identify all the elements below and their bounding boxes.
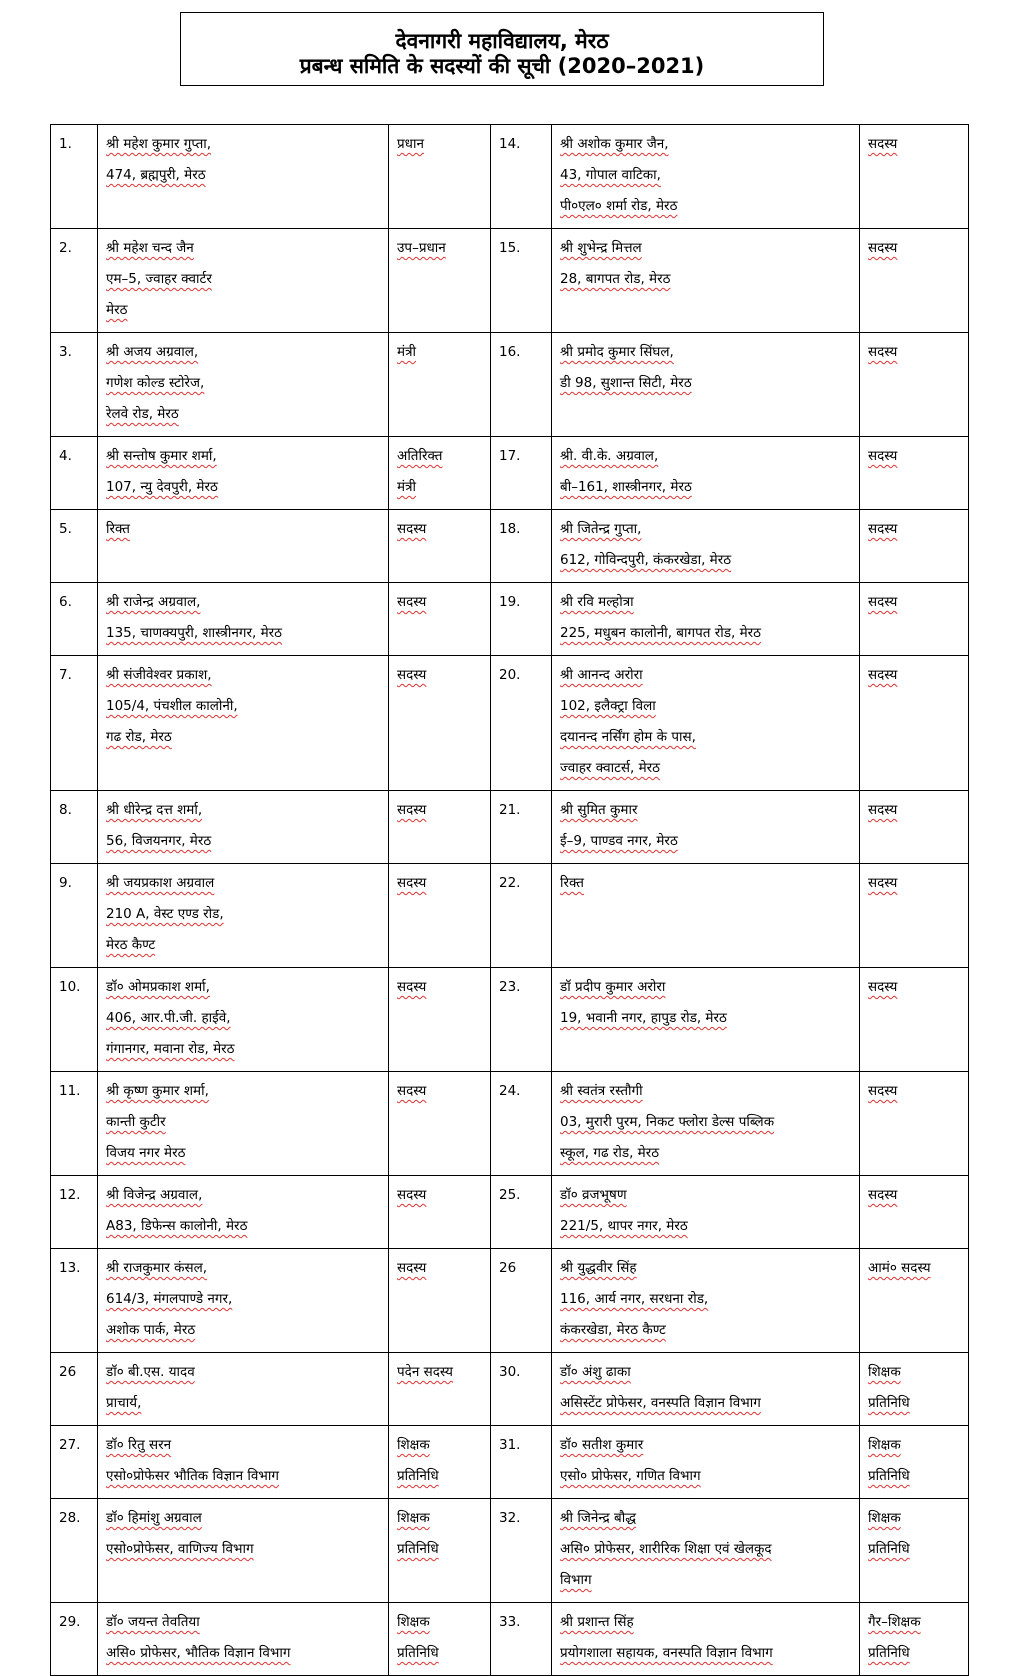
member-designation xyxy=(389,229,491,333)
member-address-line: अशोक पार्क, मेरठ xyxy=(106,1322,196,1338)
member-number: 33. xyxy=(491,1603,552,1676)
member-designation xyxy=(860,656,969,791)
member-name: डॉ० हिमांशु अग्रवाल xyxy=(106,1510,202,1526)
designation-text: मंत्री xyxy=(397,344,417,360)
table-row xyxy=(51,1603,969,1676)
member-name: श्री सन्तोष कुमार शर्मा, xyxy=(106,448,217,464)
college-title: देवनागरी महाविद्यालय, मेरठ xyxy=(395,29,609,53)
member-designation xyxy=(860,1603,969,1676)
member-designation xyxy=(389,1426,491,1499)
designation-text: शिक्षक xyxy=(868,1437,901,1453)
member-address-line: असि० प्रोफेसर, शारीरिक शिक्षा एवं खेलकूद xyxy=(560,1541,772,1557)
member-address-line: कंकरखेडा, मेरठ कैण्ट xyxy=(560,1322,666,1338)
table-row xyxy=(51,583,969,656)
designation-text: सदस्य xyxy=(868,240,898,256)
member-address-line: दयानन्द नर्सिंग होम के पास, xyxy=(560,729,696,745)
member-address-line: एम–5, ज्वाहर क्वार्टर xyxy=(106,271,212,287)
member-number: 24. xyxy=(491,1072,552,1176)
member-designation xyxy=(389,1072,491,1176)
member-designation xyxy=(389,864,491,968)
member-designation xyxy=(860,1353,969,1426)
member-details xyxy=(552,968,860,1072)
member-details xyxy=(552,583,860,656)
member-address-line: पी०एल० शर्मा रोड, मेरठ xyxy=(560,198,678,214)
member-number: 17. xyxy=(491,437,552,510)
designation-text: मंत्री xyxy=(397,479,417,495)
member-number: 26 xyxy=(51,1353,98,1426)
member-number: 30. xyxy=(491,1353,552,1426)
member-number: 15. xyxy=(491,229,552,333)
member-address-line: 19, भवानी नगर, हापुड रोड, मेरठ xyxy=(560,1010,727,1026)
member-designation xyxy=(860,333,969,437)
member-name: डॉ प्रदीप कुमार अरोरा xyxy=(560,979,666,995)
member-name: श्री शुभेन्द्र मित्तल xyxy=(560,240,642,256)
designation-text: सदस्य xyxy=(397,1260,427,1276)
designation-text: सदस्य xyxy=(868,448,898,464)
member-designation xyxy=(860,1249,969,1353)
member-name: श्री स्वतंत्र रस्तौगी xyxy=(560,1083,643,1099)
designation-text: प्रतिनिधि xyxy=(868,1468,910,1484)
table-row xyxy=(51,968,969,1072)
member-address-line: 221/5, थापर नगर, मेरठ xyxy=(560,1218,688,1234)
member-number: 14. xyxy=(491,125,552,229)
member-address-line: प्रयोगशाला सहायक, वनस्पति विज्ञान विभाग xyxy=(560,1645,773,1661)
member-number: 25. xyxy=(491,1176,552,1249)
member-number: 32. xyxy=(491,1499,552,1603)
designation-text: प्रतिनिधि xyxy=(868,1395,910,1411)
member-address-line: 105/4, पंचशील कालोनी, xyxy=(106,698,238,714)
member-details xyxy=(552,1603,860,1676)
member-address-line: स्कूल, गढ रोड, मेरठ xyxy=(560,1145,660,1161)
member-details xyxy=(98,1426,389,1499)
member-designation xyxy=(860,510,969,583)
designation-text: गैर–शिक्षक xyxy=(868,1614,921,1630)
member-address-line: विजय नगर मेरठ xyxy=(106,1145,186,1161)
member-address-line: मेरठ xyxy=(106,302,128,318)
member-designation xyxy=(860,583,969,656)
member-address-line: एसो०प्रोफेसर भौतिक विज्ञान विभाग xyxy=(106,1468,279,1484)
member-details xyxy=(98,864,389,968)
member-number: 31. xyxy=(491,1426,552,1499)
designation-text: प्रतिनिधि xyxy=(868,1541,910,1557)
member-name: रिक्त xyxy=(560,875,584,891)
members-table xyxy=(50,124,969,1676)
member-address-line: असिस्टेंट प्रोफेसर, वनस्पति विज्ञान विभाग xyxy=(560,1395,761,1411)
member-number: 26 xyxy=(491,1249,552,1353)
member-designation xyxy=(389,333,491,437)
table-row xyxy=(51,656,969,791)
member-name: श्री जितेन्द्र गुप्ता, xyxy=(560,521,642,537)
member-details xyxy=(98,1249,389,1353)
member-details xyxy=(98,1176,389,1249)
designation-text: सदस्य xyxy=(868,344,898,360)
member-address-line: गढ रोड, मेरठ xyxy=(106,729,172,745)
designation-text: शिक्षक xyxy=(868,1364,901,1380)
designation-text: सदस्य xyxy=(397,594,427,610)
member-designation xyxy=(860,791,969,864)
member-name: डॉ० सतीश कुमार xyxy=(560,1437,644,1453)
member-name: श्री कृष्ण कुमार शर्मा, xyxy=(106,1083,209,1099)
designation-text: शिक्षक xyxy=(397,1510,430,1526)
designation-text: अतिरिक्त xyxy=(397,448,443,464)
table-row xyxy=(51,1072,969,1176)
member-number: 4. xyxy=(51,437,98,510)
designation-text: प्रतिनिधि xyxy=(397,1645,439,1661)
member-name: श्री युद्धवीर सिंह xyxy=(560,1260,637,1276)
member-details xyxy=(98,656,389,791)
table-row xyxy=(51,333,969,437)
member-address-line: गणेश कोल्ड स्टोरेज, xyxy=(106,375,205,391)
designation-text: प्रतिनिधि xyxy=(868,1645,910,1661)
designation-text: सदस्य xyxy=(868,1083,898,1099)
member-details xyxy=(98,1603,389,1676)
table-row xyxy=(51,864,969,968)
table-row xyxy=(51,510,969,583)
designation-text: सदस्य xyxy=(868,594,898,610)
member-number: 21. xyxy=(491,791,552,864)
member-designation xyxy=(389,1603,491,1676)
designation-text: सदस्य xyxy=(397,802,427,818)
member-address-line: 107, न्यु देवपुरी, मेरठ xyxy=(106,479,218,495)
member-name: श्री प्रशान्त सिंह xyxy=(560,1614,634,1630)
member-address-line: 612, गोविन्दपुरी, कंकरखेडा, मेरठ xyxy=(560,552,732,568)
designation-text: शिक्षक xyxy=(868,1510,901,1526)
designation-text: उप–प्रधान xyxy=(397,240,446,256)
member-address-line: 474, ब्रह्मपुरी, मेरठ xyxy=(106,167,206,183)
member-name: डॉ० जयन्त तेवतिया xyxy=(106,1614,200,1630)
member-designation xyxy=(860,1499,969,1603)
designation-text: सदस्य xyxy=(868,875,898,891)
member-number: 11. xyxy=(51,1072,98,1176)
member-address-line: एसो० प्रोफेसर, गणित विभाग xyxy=(560,1468,701,1484)
member-details xyxy=(552,1499,860,1603)
table-row xyxy=(51,1499,969,1603)
designation-text: सदस्य xyxy=(868,1187,898,1203)
member-details xyxy=(552,1353,860,1426)
member-designation xyxy=(860,968,969,1072)
member-designation xyxy=(389,437,491,510)
member-details xyxy=(552,437,860,510)
list-title: प्रबन्ध समिति के सदस्यों की सूची (2020–2021) xyxy=(299,54,705,78)
member-address-line: गंगानगर, मवाना रोड, मेरठ xyxy=(106,1041,235,1057)
member-name: श्री संजीवेश्वर प्रकाश, xyxy=(106,667,212,683)
designation-text: आमं० सदस्य xyxy=(868,1260,931,1276)
member-name: रिक्त xyxy=(106,521,130,537)
member-number: 5. xyxy=(51,510,98,583)
member-designation xyxy=(860,437,969,510)
member-name: श्री अजय अग्रवाल, xyxy=(106,344,199,360)
member-details xyxy=(552,1249,860,1353)
member-name: श्री महेश कुमार गुप्ता, xyxy=(106,136,212,152)
member-details xyxy=(98,968,389,1072)
member-designation xyxy=(860,229,969,333)
member-name: श्री राजेन्द्र अग्रवाल, xyxy=(106,594,201,610)
member-number: 29. xyxy=(51,1603,98,1676)
member-address-line: 614/3, मंगलपाण्डे नगर, xyxy=(106,1291,233,1307)
member-address-line: 03, मुरारी पुरम, निकट फ्लोरा डेल्स पब्लिक xyxy=(560,1114,775,1130)
member-number: 8. xyxy=(51,791,98,864)
member-details xyxy=(98,1353,389,1426)
designation-text: शिक्षक xyxy=(397,1437,430,1453)
member-number: 3. xyxy=(51,333,98,437)
member-name: श्री विजेन्द्र अग्रवाल, xyxy=(106,1187,203,1203)
member-address-line: कान्ती कुटीर xyxy=(106,1114,166,1130)
member-details xyxy=(98,333,389,437)
member-address-line: रेलवे रोड, मेरठ xyxy=(106,406,179,422)
member-name: श्री. वी.के. अग्रवाल, xyxy=(560,448,659,464)
member-designation xyxy=(860,1072,969,1176)
member-address-line: मेरठ कैण्ट xyxy=(106,937,156,953)
designation-text: सदस्य xyxy=(397,1187,427,1203)
member-name: श्री जयप्रकाश अग्रवाल xyxy=(106,875,215,891)
member-details xyxy=(98,229,389,333)
member-details xyxy=(552,1176,860,1249)
member-designation xyxy=(389,1499,491,1603)
designation-text: सदस्य xyxy=(868,521,898,537)
designation-text: शिक्षक xyxy=(397,1614,430,1630)
member-details xyxy=(98,510,389,583)
member-address-line: डी 98, सुशान्त सिटी, मेरठ xyxy=(560,375,692,391)
member-address-line: विभाग xyxy=(560,1572,592,1588)
member-details xyxy=(98,125,389,229)
member-details xyxy=(552,791,860,864)
member-number: 10. xyxy=(51,968,98,1072)
member-number: 7. xyxy=(51,656,98,791)
member-address-line: ज्वाहर क्वाटर्स, मेरठ xyxy=(560,760,661,776)
member-designation xyxy=(860,1176,969,1249)
designation-text: सदस्य xyxy=(397,875,427,891)
member-number: 23. xyxy=(491,968,552,1072)
member-details xyxy=(98,1072,389,1176)
member-designation xyxy=(860,864,969,968)
table-row xyxy=(51,437,969,510)
member-details xyxy=(552,510,860,583)
member-address-line: एसो०प्रोफेसर, वाणिज्य विभाग xyxy=(106,1541,254,1557)
designation-text: सदस्य xyxy=(397,979,427,995)
members-table-body xyxy=(51,125,969,1676)
member-address-line: 28, बागपत रोड, मेरठ xyxy=(560,271,671,287)
member-name: डॉ० बी.एस. यादव xyxy=(106,1364,195,1380)
member-number: 18. xyxy=(491,510,552,583)
designation-text: सदस्य xyxy=(397,667,427,683)
member-address-line: 43, गोपाल वाटिका, xyxy=(560,167,661,183)
member-designation xyxy=(389,583,491,656)
member-designation xyxy=(389,656,491,791)
member-name: श्री राजकुमार कंसल, xyxy=(106,1260,208,1276)
member-name: श्री अशोक कुमार जैन, xyxy=(560,136,669,152)
member-designation xyxy=(860,1426,969,1499)
member-name: डॉ० रितु सरन xyxy=(106,1437,172,1453)
member-details xyxy=(552,229,860,333)
member-address-line: 210 A, वेस्ट एण्ड रोड, xyxy=(106,906,224,922)
member-name: श्री रवि मल्होत्रा xyxy=(560,594,634,610)
designation-text: प्रतिनिधि xyxy=(397,1468,439,1484)
member-designation xyxy=(389,968,491,1072)
member-details xyxy=(98,583,389,656)
member-designation xyxy=(389,1353,491,1426)
member-address-line: बी–161, शास्त्रीनगर, मेरठ xyxy=(560,479,692,495)
member-name: श्री जिनेन्द्र बौद्ध xyxy=(560,1510,636,1526)
member-name: डॉ० व्रजभूषण xyxy=(560,1187,627,1203)
designation-text: प्रतिनिधि xyxy=(397,1541,439,1557)
member-designation xyxy=(389,1249,491,1353)
member-details xyxy=(98,1499,389,1603)
member-address-line: असि० प्रोफेसर, भौतिक विज्ञान विभाग xyxy=(106,1645,291,1661)
member-address-line: ई–9, पाण्डव नगर, मेरठ xyxy=(560,833,678,849)
member-address-line: 225, मधुबन कालोनी, बागपत रोड, मेरठ xyxy=(560,625,762,641)
member-name: डॉ० अंशु ढाका xyxy=(560,1364,631,1380)
designation-text: सदस्य xyxy=(868,802,898,818)
member-address-line: 56, विजयनगर, मेरठ xyxy=(106,833,212,849)
member-address-line: 116, आर्य नगर, सरधना रोड, xyxy=(560,1291,709,1307)
member-number: 19. xyxy=(491,583,552,656)
designation-text: सदस्य xyxy=(868,136,898,152)
designation-text: सदस्य xyxy=(397,521,427,537)
designation-text: सदस्य xyxy=(868,979,898,995)
member-details xyxy=(552,864,860,968)
table-row xyxy=(51,229,969,333)
member-designation xyxy=(860,125,969,229)
member-number: 28. xyxy=(51,1499,98,1603)
member-details xyxy=(98,791,389,864)
member-name: श्री प्रमोद कुमार सिंघल, xyxy=(560,344,674,360)
designation-text: प्रधान xyxy=(397,136,424,152)
member-name: श्री आनन्द अरोरा xyxy=(560,667,643,683)
member-number: 2. xyxy=(51,229,98,333)
member-address-line: 406, आर.पी.जी. हाईवे, xyxy=(106,1010,231,1026)
member-number: 22. xyxy=(491,864,552,968)
member-number: 16. xyxy=(491,333,552,437)
member-name: श्री सुमित कुमार xyxy=(560,802,638,818)
member-number: 13. xyxy=(51,1249,98,1353)
member-address-line: A83, डिफेन्स कालोनी, मेरठ xyxy=(106,1218,248,1234)
member-name: श्री महेश चन्द जैन xyxy=(106,240,194,256)
member-details xyxy=(552,333,860,437)
member-designation xyxy=(389,1176,491,1249)
member-number: 9. xyxy=(51,864,98,968)
table-row xyxy=(51,1426,969,1499)
member-number: 27. xyxy=(51,1426,98,1499)
designation-text: सदस्य xyxy=(868,667,898,683)
member-designation xyxy=(389,510,491,583)
member-address-line: 135, चाणक्यपुरी, शास्त्रीनगर, मेरठ xyxy=(106,625,283,641)
member-details xyxy=(552,1072,860,1176)
table-row xyxy=(51,1249,969,1353)
member-details xyxy=(98,437,389,510)
member-name: डॉ० ओमप्रकाश शर्मा, xyxy=(106,979,210,995)
member-number: 1. xyxy=(51,125,98,229)
member-number: 20. xyxy=(491,656,552,791)
designation-text: सदस्य xyxy=(397,1083,427,1099)
member-number: 6. xyxy=(51,583,98,656)
document-title-box xyxy=(180,12,824,86)
designation-text: पदेन सदस्य xyxy=(397,1364,453,1380)
member-address-line: प्राचार्य, xyxy=(106,1395,142,1411)
table-row xyxy=(51,125,969,229)
member-details xyxy=(552,656,860,791)
table-row xyxy=(51,1353,969,1426)
member-details xyxy=(552,1426,860,1499)
table-row xyxy=(51,1176,969,1249)
member-number: 12. xyxy=(51,1176,98,1249)
member-designation xyxy=(389,125,491,229)
member-address-line: 102, इलैक्ट्रा विला xyxy=(560,698,656,714)
member-name: श्री धीरेन्द्र दत्त शर्मा, xyxy=(106,802,203,818)
table-row xyxy=(51,791,969,864)
member-details xyxy=(552,125,860,229)
member-designation xyxy=(389,791,491,864)
